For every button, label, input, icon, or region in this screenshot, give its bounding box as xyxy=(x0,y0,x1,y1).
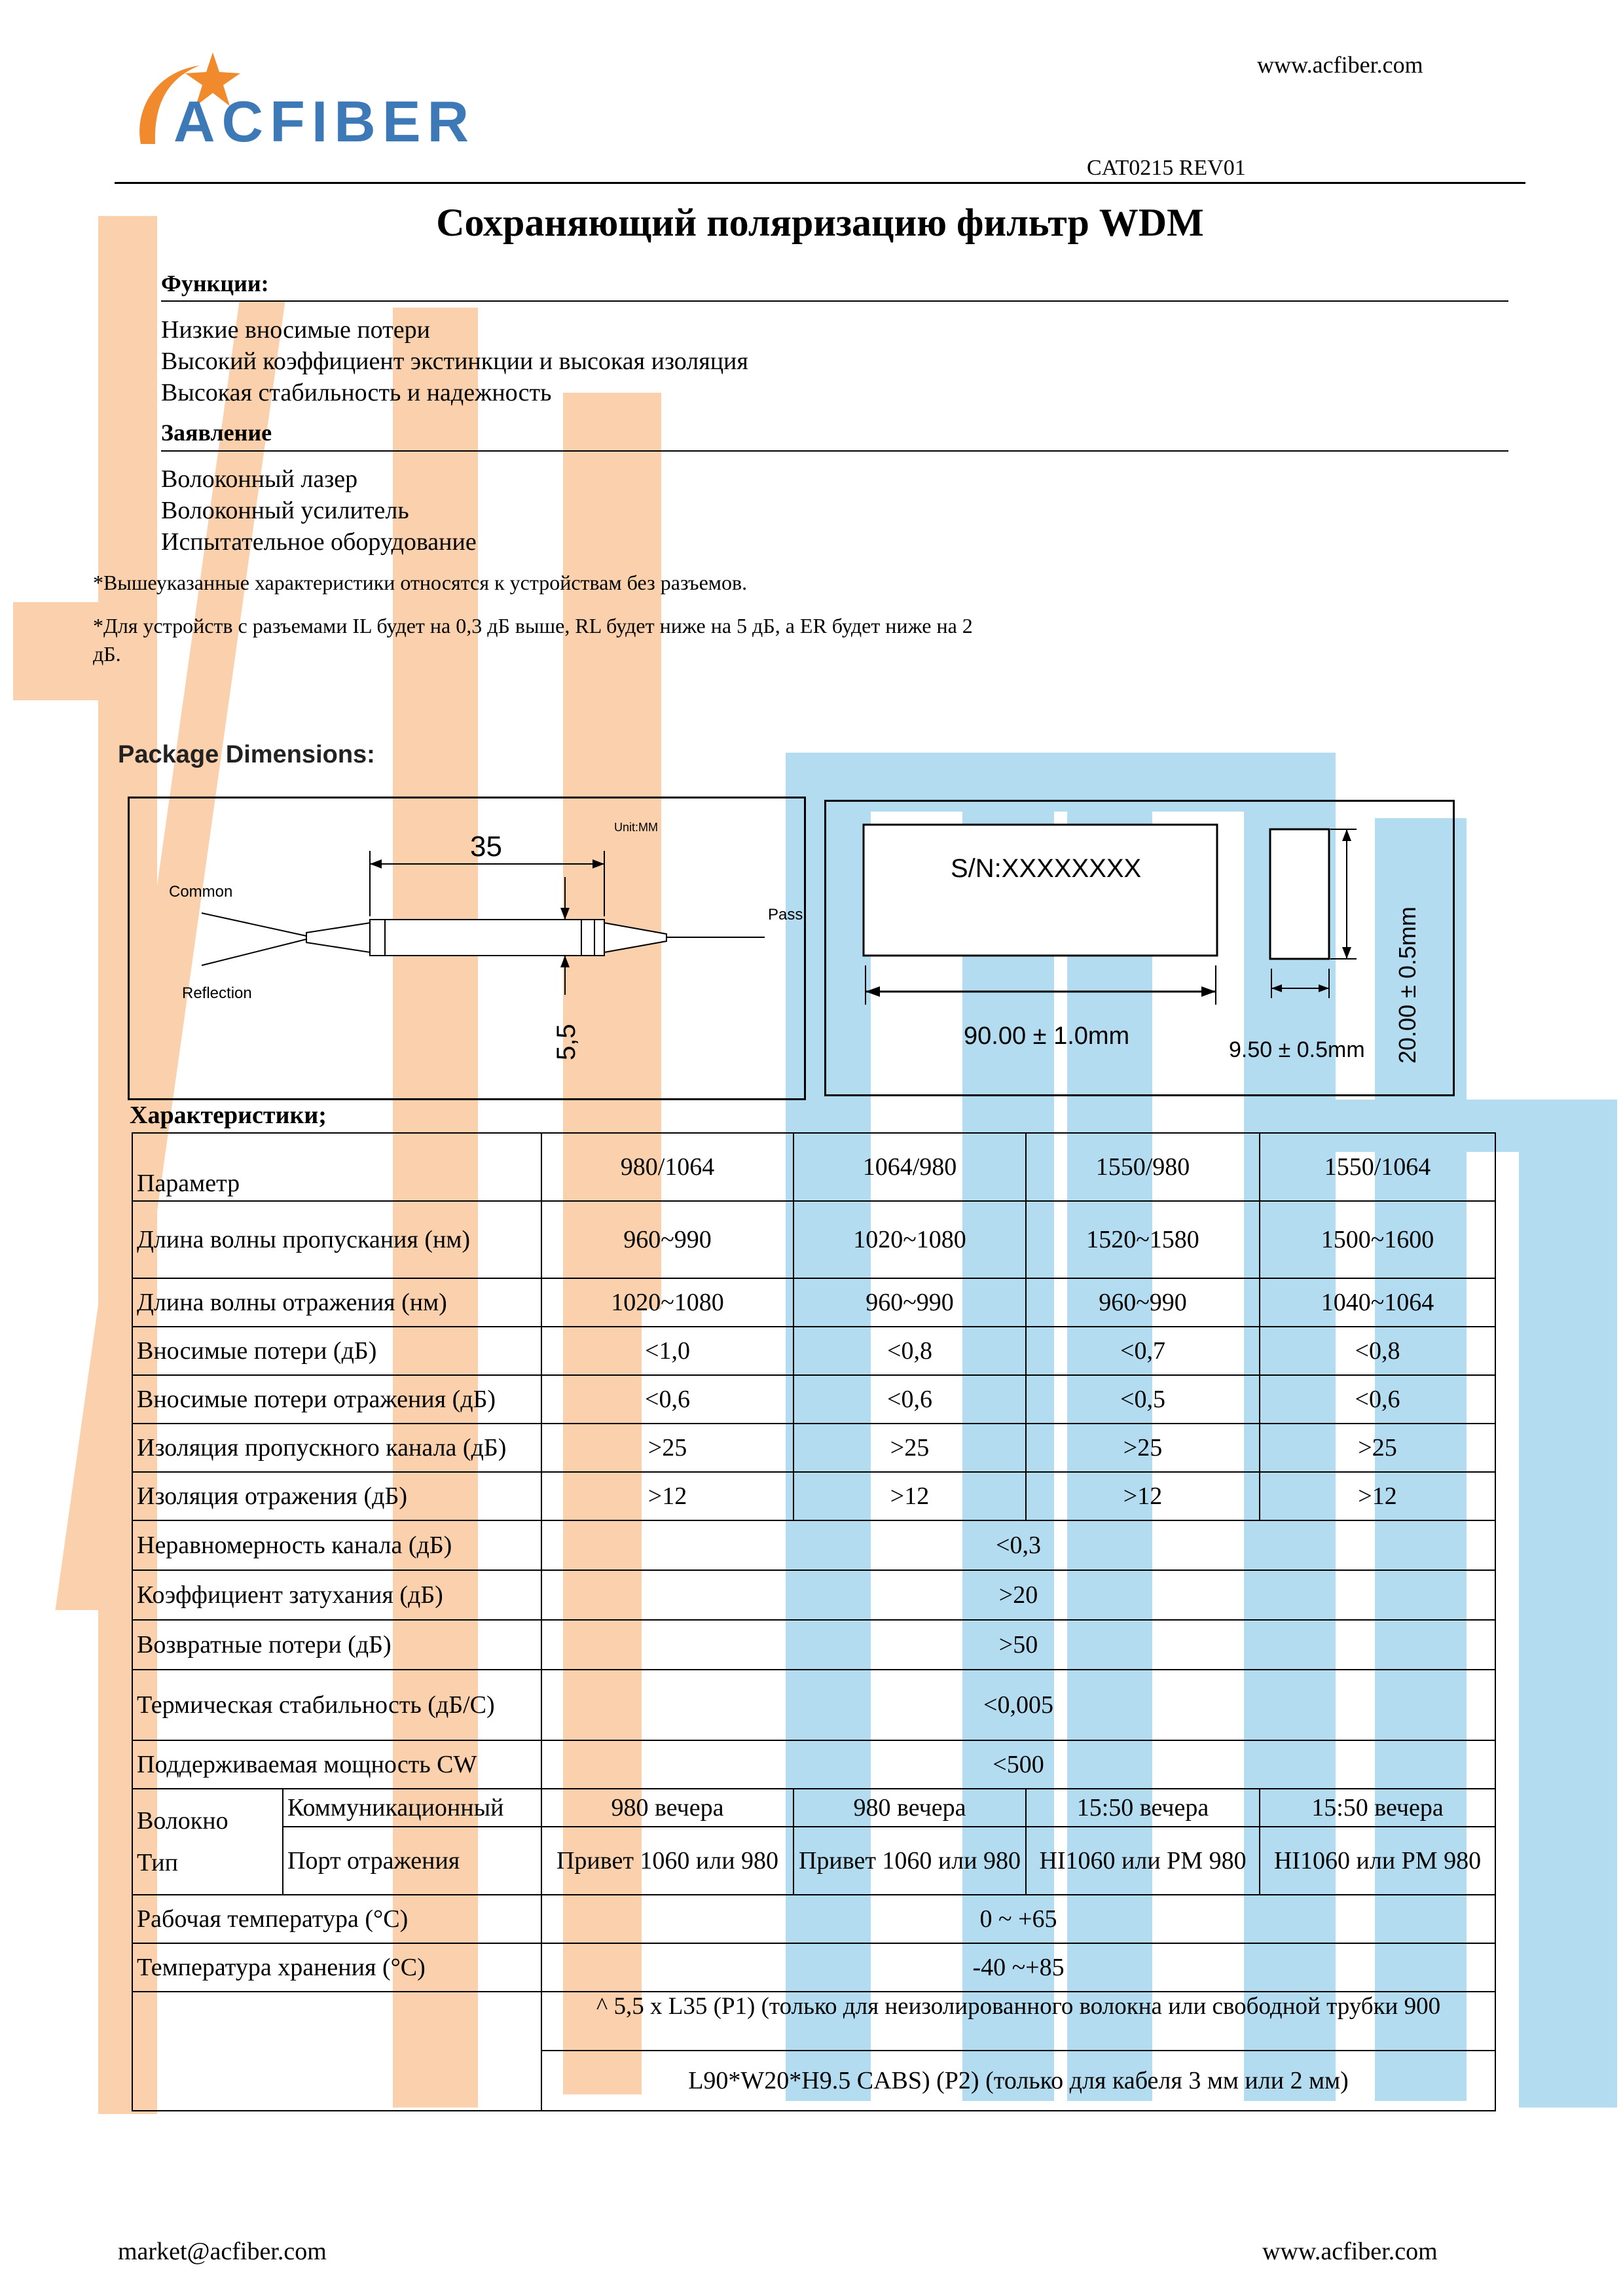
application-heading: Заявление xyxy=(161,420,272,446)
dim-height-label: 20.00 ± 0.5mm xyxy=(1394,906,1421,1064)
list-item: Высокая стабильность и надежность xyxy=(161,379,552,406)
table-cell: HI1060 или PM 980 xyxy=(1026,1827,1260,1895)
logo xyxy=(115,46,481,157)
table-row xyxy=(132,1670,1495,1740)
table-cell: 1020~1080 xyxy=(793,1201,1026,1278)
specs-table xyxy=(132,1132,1496,2111)
package-dims-label xyxy=(132,1992,541,2111)
table-cell: <0,6 xyxy=(793,1375,1026,1424)
table-cell: >12 xyxy=(1026,1472,1260,1520)
package-title: Package Dimensions: xyxy=(118,741,375,768)
header-url[interactable]: www.acfiber.com xyxy=(1257,52,1423,78)
table-cell: Привет 1060 или 980 xyxy=(541,1827,793,1895)
table-cell: 980 вечера xyxy=(541,1789,793,1827)
footer-url[interactable]: www.acfiber.com xyxy=(1262,2238,1438,2265)
application-rule xyxy=(161,450,1508,452)
application-list xyxy=(161,463,477,558)
table-row xyxy=(132,1472,1495,1520)
table-cell: >25 xyxy=(1260,1424,1495,1472)
row-label: Температура хранения (°C) xyxy=(132,1943,541,1992)
table-cell: >25 xyxy=(793,1424,1026,1472)
table-row xyxy=(132,1133,1495,1201)
table-cell: 1020~1080 xyxy=(541,1278,793,1327)
row-label: Длина волны пропускания (нм) xyxy=(132,1201,541,1278)
table-cell: <0,8 xyxy=(793,1327,1026,1375)
row-label: Коэффициент затухания (дБ) xyxy=(132,1570,541,1620)
column-header: 1550/1064 xyxy=(1260,1133,1495,1201)
table-cell: >25 xyxy=(541,1424,793,1472)
row-label: Вносимые потери отражения (дБ) xyxy=(132,1375,541,1424)
row-label: Термическая стабильность (дБ/С) xyxy=(132,1670,541,1740)
functions-list xyxy=(161,314,748,408)
column-header: 1550/980 xyxy=(1026,1133,1260,1201)
common-port-label: Коммуникационный xyxy=(283,1789,541,1827)
table-cell: L90*W20*H9.5 CABS) (P2) (только для кабеля 3 мм или 2 мм) xyxy=(541,2051,1495,2111)
table-cell: 1520~1580 xyxy=(1026,1201,1260,1278)
table-cell: >12 xyxy=(541,1472,793,1520)
row-label: Возвратные потери (дБ) xyxy=(132,1620,541,1670)
table-row xyxy=(132,1278,1495,1327)
table-row xyxy=(132,1827,1495,1895)
table-row xyxy=(132,1789,1495,1827)
table-cell: 960~990 xyxy=(1026,1278,1260,1327)
table-cell: 15:50 вечера xyxy=(1026,1789,1260,1827)
doc-code: CAT0215 REV01 xyxy=(1087,156,1246,180)
fiber-type-label xyxy=(132,1789,283,1895)
list-item: Волоконный усилитель xyxy=(161,497,409,524)
unit-label: Unit:MM xyxy=(614,821,658,834)
table-cell: >12 xyxy=(1260,1472,1495,1520)
table-cell: 1500~1600 xyxy=(1260,1201,1495,1278)
dim-dia-label: 5,5 xyxy=(552,1024,581,1060)
table-cell: >12 xyxy=(793,1472,1026,1520)
table-cell: <0,5 xyxy=(1026,1375,1260,1424)
table-row xyxy=(132,1201,1495,1278)
table-row xyxy=(132,1375,1495,1424)
table-cell: >25 xyxy=(1026,1424,1260,1472)
common-label: Common xyxy=(169,883,233,901)
list-item: Волоконный лазер xyxy=(161,465,358,493)
table-cell: <0,7 xyxy=(1026,1327,1260,1375)
table-cell: 960~990 xyxy=(793,1278,1026,1327)
table-row xyxy=(132,1895,1495,1943)
table-cell: -40 ~+85 xyxy=(541,1943,1495,1992)
fiber-label-2: Тип xyxy=(137,1849,178,1876)
row-label: Рабочая температура (°C) xyxy=(132,1895,541,1943)
serial-label: S/N:XXXXXXXX xyxy=(951,854,1142,883)
table-cell: HI1060 или PM 980 xyxy=(1260,1827,1495,1895)
fiber-label-1: Волокно xyxy=(137,1807,228,1835)
specs-heading: Характеристики; xyxy=(130,1102,327,1129)
row-label: Изоляция отражения (дБ) xyxy=(132,1472,541,1520)
table-cell: 15:50 вечера xyxy=(1260,1789,1495,1827)
table-cell: 960~990 xyxy=(541,1201,793,1278)
list-item: Испытательное оборудование xyxy=(161,528,477,556)
column-header: 980/1064 xyxy=(541,1133,793,1201)
row-label: Изоляция пропускного канала (дБ) xyxy=(132,1424,541,1472)
reflect-port-label: Порт отражения xyxy=(283,1827,541,1895)
table-cell: <500 xyxy=(541,1740,1495,1789)
header-rule xyxy=(115,182,1525,184)
table-row xyxy=(132,1740,1495,1789)
pass-label: Pass xyxy=(768,906,803,924)
param-header: Параметр xyxy=(132,1133,541,1201)
note-3: дБ. xyxy=(93,642,121,666)
column-header: 1064/980 xyxy=(793,1133,1026,1201)
table-cell: 0 ~ +65 xyxy=(541,1895,1495,1943)
reflection-label: Reflection xyxy=(182,984,252,1002)
table-cell: <0,005 xyxy=(541,1670,1495,1740)
package-drawing-right xyxy=(824,800,1455,1096)
dim-length-label: 35 xyxy=(470,831,502,863)
functions-heading: Функции: xyxy=(161,270,269,296)
dim-length-90: 90.00 ± 1.0mm xyxy=(964,1022,1130,1050)
table-row xyxy=(132,1992,1495,2051)
table-row xyxy=(132,1424,1495,1472)
footer-email[interactable]: market@acfiber.com xyxy=(118,2238,327,2265)
dim-width-label: 9.50 ± 0.5mm xyxy=(1229,1037,1365,1062)
table-row xyxy=(132,1327,1495,1375)
package-drawing-left xyxy=(128,797,806,1100)
table-cell: <0,6 xyxy=(541,1375,793,1424)
note-2: *Для устройств с разъемами IL будет на 0,3 дБ выше, RL будет ниже на 5 дБ, а ER будет ниже на 2 xyxy=(93,614,973,637)
table-cell: 1040~1064 xyxy=(1260,1278,1495,1327)
table-cell: >20 xyxy=(541,1570,1495,1620)
table-cell: <1,0 xyxy=(541,1327,793,1375)
table-cell: <0,8 xyxy=(1260,1327,1495,1375)
table-cell: Привет 1060 или 980 xyxy=(793,1827,1026,1895)
table-cell: <0,6 xyxy=(1260,1375,1495,1424)
table-row xyxy=(132,1570,1495,1620)
table-cell: ^ 5,5 x L35 (P1) (только для неизолированного волокна или свободной трубки 900 xyxy=(541,1992,1495,2051)
table-cell: <0,3 xyxy=(541,1520,1495,1570)
table-row xyxy=(132,1620,1495,1670)
row-label: Длина волны отражения (нм) xyxy=(132,1278,541,1327)
page-title: Сохраняющий поляризацию фильтр WDM xyxy=(436,201,1204,244)
functions-rule xyxy=(161,300,1508,302)
list-item: Высокий коэффициент экстинкции и высокая изоляция xyxy=(161,348,748,375)
list-item: Низкие вносимые потери xyxy=(161,316,430,344)
row-label: Вносимые потери (дБ) xyxy=(132,1327,541,1375)
logo-text: ACFIBER xyxy=(173,89,476,154)
table-row xyxy=(132,1520,1495,1570)
table-cell: >50 xyxy=(541,1620,1495,1670)
note-1: *Вышеуказанные характеристики относятся к устройствам без разъемов. xyxy=(93,571,748,594)
row-label: Поддерживаемая мощность CW xyxy=(132,1740,541,1789)
row-label: Неравномерность канала (дБ) xyxy=(132,1520,541,1570)
table-cell: 980 вечера xyxy=(793,1789,1026,1827)
table-row xyxy=(132,1943,1495,1992)
